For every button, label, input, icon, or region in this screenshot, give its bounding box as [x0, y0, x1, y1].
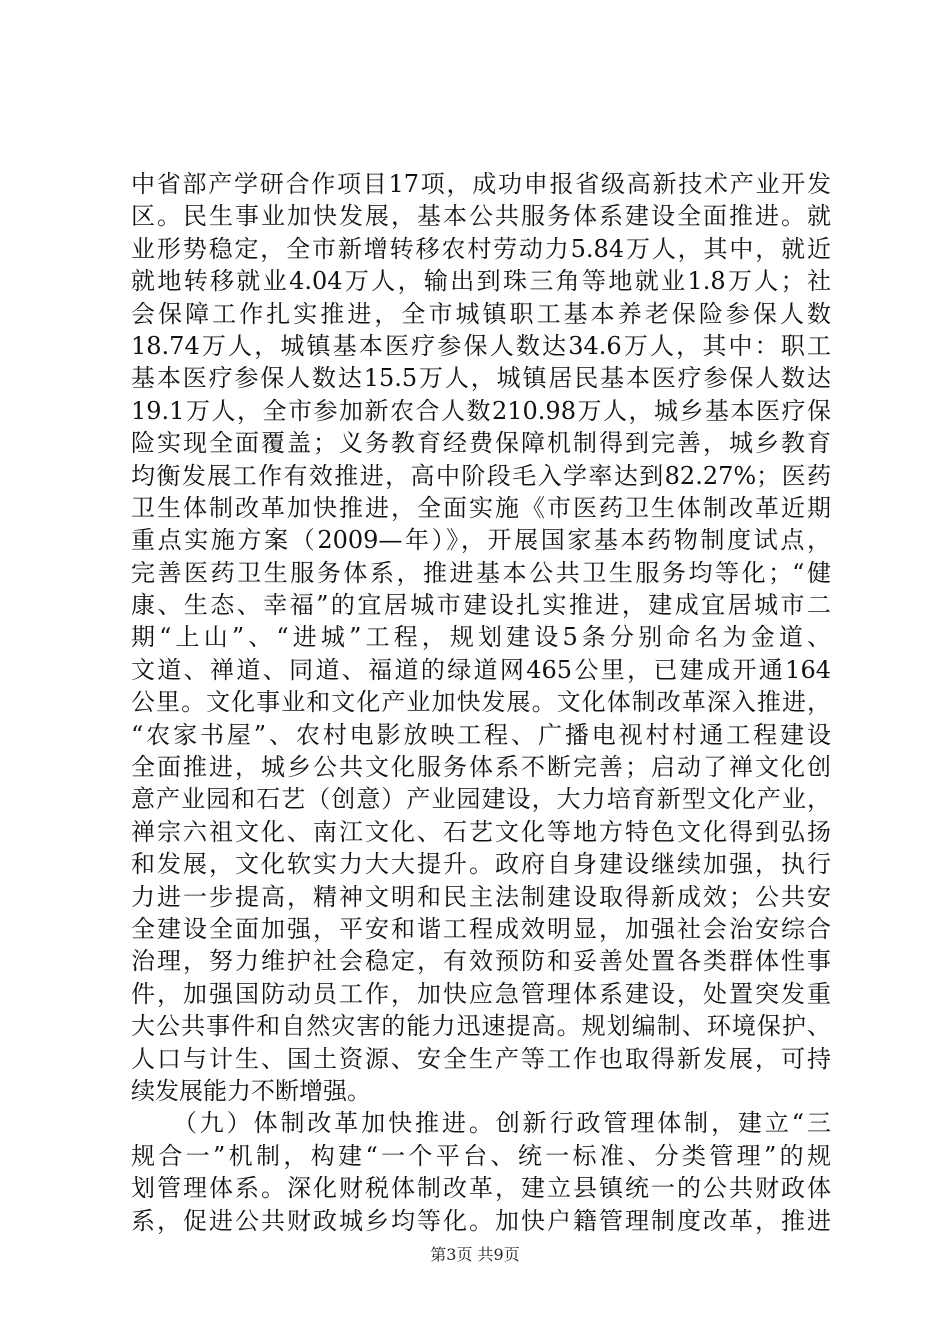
text-line: 件，加强国防动员工作，加快应急管理体系建设，处置突发重 [131, 979, 831, 1008]
text-line: 续发展能力不断增强。 [131, 1076, 371, 1105]
text-line: 完善医药卫生服务体系，推进基本公共卫生服务均等化；“健 [131, 558, 831, 587]
text-line: 中省部产学研合作项目17项，成功申报省级高新技术产业开发 [131, 170, 831, 198]
text-line: 治理，努力维护社会稳定，有效预防和妥善处置各类群体性事 [131, 947, 831, 976]
page-footer: 第3页 共9页 [430, 1245, 520, 1264]
text-line: 基本医疗参保人数达15.5万人，城镇居民基本医疗参保人数达 [131, 364, 831, 393]
text-line: 重点实施方案（2009—年）》，开展国家基本药物制度试点， [131, 526, 831, 555]
text-line: 规合一”机制，构建“一个平台、统一标准、分类管理”的规 [131, 1141, 831, 1170]
text-line: 划管理体系。深化财税体制改革，建立县镇统一的公共财政体 [131, 1174, 831, 1203]
text-line: 均衡发展工作有效推进，高中阶段毛入学率达到82.27%；医药 [131, 461, 831, 490]
text-line: 19.1万人，全市参加新农合人数210.98万人，城乡基本医疗保 [131, 396, 831, 425]
text-line: 力进一步提高，精神文明和民主法制建设取得新成效；公共安 [131, 882, 831, 911]
text-line: 系，促进公共财政城乡均等化。加快户籍管理制度改革，推进 [131, 1206, 831, 1235]
text-line: “农家书屋”、农村电影放映工程、广播电视村村通工程建设 [131, 720, 831, 749]
text-line: 会保障工作扎实推进，全市城镇职工基本养老保险参保人数 [131, 299, 831, 328]
text-line: 全建设全面加强，平安和谐工程成效明显，加强社会治安综合 [131, 914, 831, 943]
text-line: 人口与计生、国土资源、安全生产等工作也取得新发展，可持 [131, 1044, 831, 1073]
text-line: 和发展，文化软实力大大提升。政府自身建设继续加强，执行 [131, 850, 831, 879]
text-line: 文道、禅道、同道、福道的绿道网465公里，已建成开通164 [131, 655, 831, 684]
text-line: 公里。文化事业和文化产业加快发展。文化体制改革深入推进， [131, 688, 831, 717]
text-line: 区。民生事业加快发展，基本公共服务体系建设全面推进。就 [131, 202, 831, 231]
text-line: 18.74万人，城镇基本医疗参保人数达34.6万人，其中：职工 [131, 331, 831, 360]
text-line: 卫生体制改革加快推进，全面实施《市医药卫生体制改革近期 [131, 493, 831, 522]
text-line: 就地转移就业4.04万人，输出到珠三角等地就业1.8万人；社 [131, 267, 831, 296]
text-line: （九）体制改革加快推进。创新行政管理体制，建立“三 [131, 1109, 831, 1138]
text-line: 康、生态、幸福”的宜居城市建设扎实推进，建成宜居城市二 [131, 591, 831, 620]
text-line: 大公共事件和自然灾害的能力迅速提高。规划编制、环境保护、 [131, 1012, 831, 1041]
text-line: 意产业园和石艺（创意）产业园建设，大力培育新型文化产业， [131, 785, 831, 814]
document-body [131, 168, 831, 1237]
text-line: 全面推进，城乡公共文化服务体系不断完善；启动了禅文化创 [131, 753, 831, 782]
text-line: 业形势稳定，全市新增转移农村劳动力5.84万人，其中，就近 [131, 234, 831, 263]
text-line: 险实现全面覆盖；义务教育经费保障机制得到完善，城乡教育 [131, 429, 831, 458]
text-line: 禅宗六祖文化、南江文化、石艺文化等地方特色文化得到弘扬 [131, 817, 831, 846]
text-line: 期“上山”、“进城”工程，规划建设5条分别命名为金道、 [131, 623, 831, 652]
